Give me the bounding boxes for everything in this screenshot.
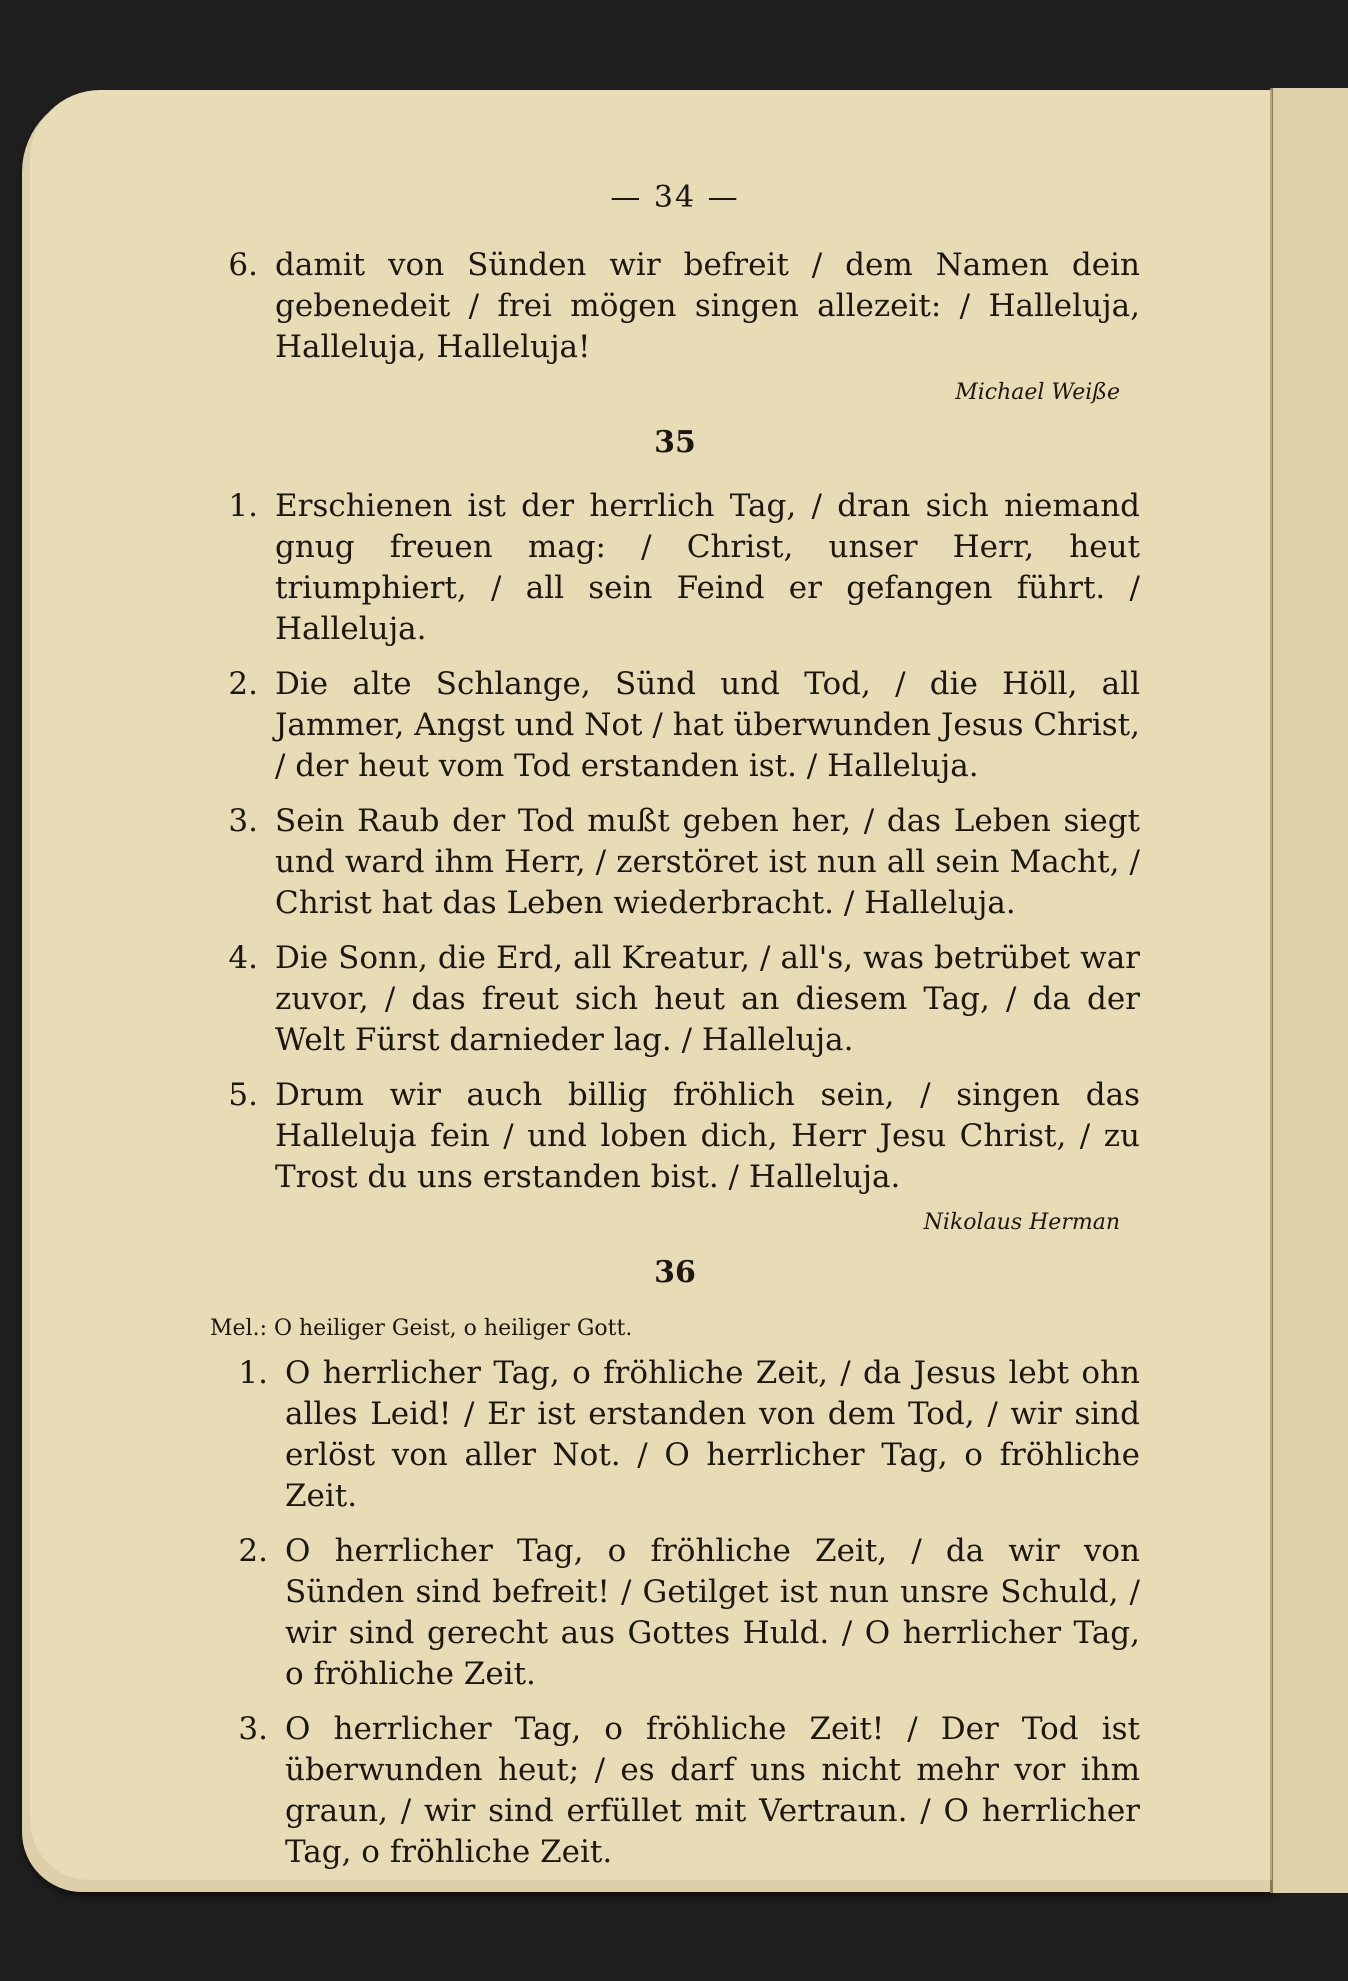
verse <box>210 1075 1140 1198</box>
verse-number: 1. <box>228 488 258 524</box>
verse-number: 2. <box>238 1533 268 1569</box>
hymn-number: 36 <box>654 1255 696 1290</box>
verse-text: Sein Raub der Tod mußt geben her, / das Leben siegt und ward ihm Herr, / zerstöret ist nun all sein Macht, / Christ hat das Leben wiederbracht. / Halleluja. <box>275 803 1140 921</box>
verse <box>210 801 1140 924</box>
verse-text: O herrlicher Tag, o fröhliche Zeit, / da Jesus lebt ohn alles Leid! / Er ist erstanden von dem Tod, / wir sind erlöst von aller Not. / O herrlicher Tag, o fröhliche Zeit. <box>285 1355 1140 1514</box>
verse-number: 1. <box>238 1355 268 1391</box>
facing-page-edge <box>1270 88 1348 1893</box>
previous-hymn-end <box>210 245 1140 405</box>
verse-text: Erschienen ist der herrlich Tag, / dran sich niemand gnug freuen mag: / Christ, unser Herr, heut triumphiert, / all sein Feind er gefangen führt. / Halleluja. <box>275 488 1140 647</box>
verse-number: 4. <box>228 940 258 976</box>
verse <box>210 1709 1140 1873</box>
verse-number: 3. <box>238 1711 268 1747</box>
page-number: — 34 — <box>610 180 740 215</box>
page-content <box>210 180 1140 1887</box>
verse <box>210 486 1140 650</box>
verse-text: Drum wir auch billig fröhlich sein, / singen das Halleluja fein / und loben dich, Herr Jesu Christ, / zu Trost du uns erstanden bist. / Halleluja. <box>275 1077 1140 1195</box>
verse <box>210 1531 1140 1695</box>
hymn-number: 35 <box>654 425 696 460</box>
verse-text: Die Sonn, die Erd, all Kreatur, / all's, was betrübet war zuvor, / das freut sich heut an diesem Tag, / da der Welt Fürst darnieder lag. / Halleluja. <box>275 940 1140 1058</box>
verse-text: O herrlicher Tag, o fröhliche Zeit! / Der Tod ist überwunden heut; / es darf uns nicht mehr vor ihm graun, / wir sind erfüllet mit Vertraun. / O herrlicher Tag, o fröhliche Zeit. <box>285 1711 1140 1870</box>
verse <box>210 664 1140 787</box>
verse-text: Die alte Schlange, Sünd und Tod, / die Höll, all Jammer, Angst und Not / hat überwunden Jesus Christ, / der heut vom Tod erstanden ist. / Halleluja. <box>275 666 1140 784</box>
verse-text: O herrlicher Tag, o fröhliche Zeit, / da wir von Sünden sind befreit! / Getilget ist nun unsre Schuld, / wir sind gerecht aus Gottes Huld. / O herrlicher Tag, o fröhliche Zeit. <box>285 1533 1140 1692</box>
hymn-36 <box>210 1255 1140 1873</box>
verse <box>210 938 1140 1061</box>
hymn-author: Michael Weiße <box>955 380 1120 405</box>
melody-reference: Mel.: O heiliger Geist, o heiliger Gott. <box>210 1316 633 1341</box>
verse-number: 5. <box>228 1077 258 1113</box>
verse <box>210 1353 1140 1517</box>
verse-number: 6. <box>228 247 258 283</box>
verse-number: 2. <box>228 666 258 702</box>
hymn-author: Nikolaus Herman <box>923 1210 1120 1235</box>
verse-number: 3. <box>228 803 258 839</box>
verse-text: damit von Sünden wir befreit / dem Namen dein gebenedeit / frei mögen singen allezeit: / Halleluja, Halleluja, Halleluja! <box>275 247 1140 365</box>
verse <box>210 245 1140 368</box>
hymn-35 <box>210 425 1140 1235</box>
